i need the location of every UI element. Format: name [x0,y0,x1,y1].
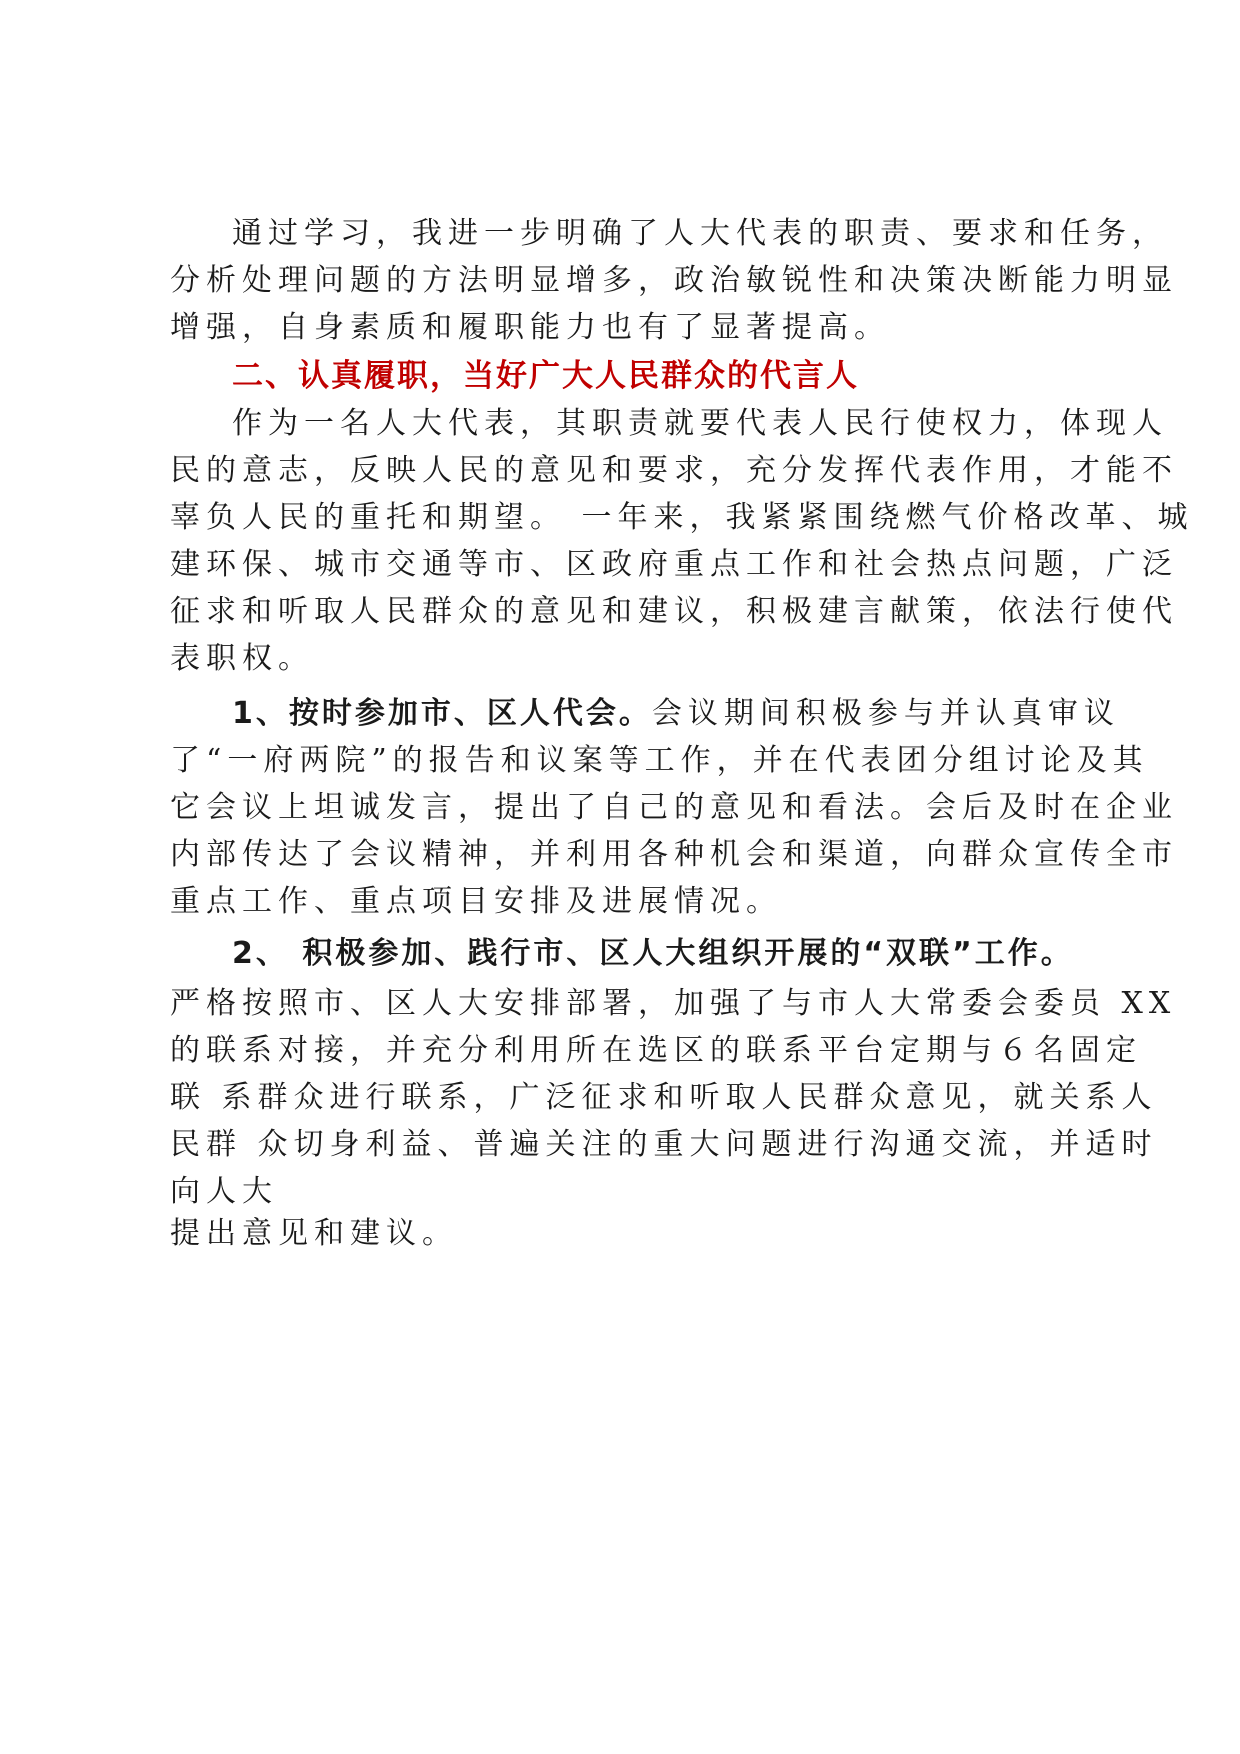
paragraph-line: 辜负人民的重托和期望。 一年来，我紧紧围绕燃气价格改革、城 [170,500,1194,535]
paragraph-line: 增强，自身素质和履职能力也有了显著提高。 [170,310,890,345]
section-heading: 二、认真履职，当好广大人民群众的代言人 [232,358,859,394]
paragraph-line: 征求和听取人民群众的意见和建议，积极建言献策，依法行使代 [170,594,1178,629]
paragraph-line: 表职权。 [170,641,314,676]
paragraph-line: 内部传达了会议精神，并利用各种机会和渠道，向群众宣传全市 [170,837,1178,872]
paragraph-line: 民群 众切身利益、普遍关注的重大问题进行沟通交流，并适时 [170,1127,1158,1162]
item-title: 1、按时参加市、区人代会。 [232,696,652,731]
paragraph-line: 联 系群众进行联系，广泛征求和听取人民群众意见，就关系人 [170,1080,1158,1115]
paragraph-line: 的联系对接，并充分利用所在选区的联系平台定期与６名固定 [170,1033,1142,1068]
item-title: 2、 积极参加、践行市、区人大组织开展的“双联”工作。 [232,936,1074,971]
paragraph-line: 提出意见和建议。 [170,1216,458,1251]
paragraph-line: 分析处理问题的方法明显增多，政治敏锐性和决策决断能力明显 [170,263,1178,298]
paragraph-line: 严格按照市、区人大安排部署，加强了与市人大常委会委员 XX [170,986,1177,1021]
paragraph-line: 重点工作、重点项目安排及进展情况。 [170,884,782,919]
paragraph-line: 向人大 [170,1174,278,1209]
item-first-line [232,690,1120,738]
paragraph-line: 它会议上坦诚发言，提出了自己的意见和看法。会后及时在企业 [170,790,1178,825]
paragraph-line: 作为一名人大代表，其职责就要代表人民行使权力，体现人 [232,406,1168,441]
paragraph-line: 通过学习，我进一步明确了人大代表的职责、要求和任务， [232,216,1168,251]
paragraph-line: 民的意志，反映人民的意见和要求，充分发挥代表作用，才能不 [170,453,1178,488]
item-text: 会议期间积极参与并认真审议 [651,696,1120,731]
paragraph-line: 建环保、城市交通等市、区政府重点工作和社会热点问题，广泛 [170,547,1178,582]
paragraph-line: 了“一府两院”的报告和议案等工作，并在代表团分组讨论及其 [170,743,1149,778]
